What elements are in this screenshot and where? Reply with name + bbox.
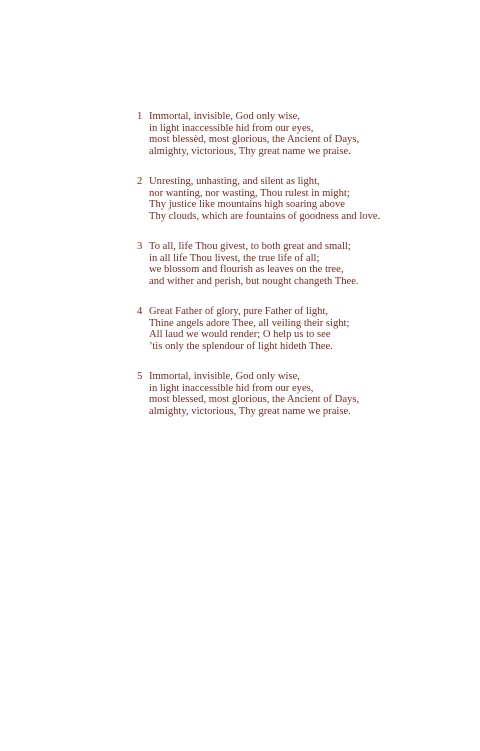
verse-number: 1: [137, 111, 143, 122]
verse-line: in all life Thou livest, the true life of all;: [149, 252, 320, 264]
verse-4: [137, 306, 467, 352]
verse-number: 4: [137, 306, 143, 317]
verse-line: ’tis only the splendour of light hideth Thee.: [149, 340, 333, 352]
verse-line: Unresting, unhasting, and silent as light,: [149, 176, 320, 187]
verse-3: [137, 241, 467, 287]
verse-line: almighty, victorious, Thy great name we praise.: [149, 405, 351, 417]
verse-line: Thy justice like mountains high soaring above: [149, 199, 345, 210]
verse-line: almighty, victorious, Thy great name we praise.: [149, 145, 351, 157]
verse-line: Immortal, invisible, God only wise,: [149, 111, 300, 122]
verse-2: [137, 176, 467, 222]
verse-line: nor wanting, nor wasting, Thou rulest in might;: [149, 187, 350, 199]
verse-1: [137, 111, 467, 157]
verse-line: in light inaccessible hid from our eyes,: [149, 122, 314, 134]
verse-number: 5: [137, 371, 143, 382]
verse-number: 3: [137, 241, 143, 252]
verse-line: and wither and perish, but nought changeth Thee.: [149, 275, 359, 287]
verse-number: 2: [137, 176, 143, 187]
verse-line: Thine angels adore Thee, all veiling their sight;: [149, 317, 350, 329]
verse-line: most blessed, most glorious, the Ancient of Days,: [149, 394, 360, 405]
verse-line: Thy clouds, which are fountains of goodness and love.: [149, 210, 381, 222]
verse-line: All laud we would render; O help us to see: [149, 329, 331, 340]
verse-line: we blossom and flourish as leaves on the tree,: [149, 264, 344, 275]
verse-line: in light inaccessible hid from our eyes,: [149, 382, 314, 394]
verse-line: most blessèd, most glorious, the Ancient of Days,: [149, 134, 360, 145]
hymn-text: [137, 111, 467, 436]
verse-line: Great Father of glory, pure Father of light,: [149, 306, 329, 317]
verse-line: To all, life Thou givest, to both great and small;: [149, 241, 351, 252]
verse-line: Immortal, invisible, God only wise,: [149, 371, 300, 382]
verse-5: [137, 371, 467, 417]
